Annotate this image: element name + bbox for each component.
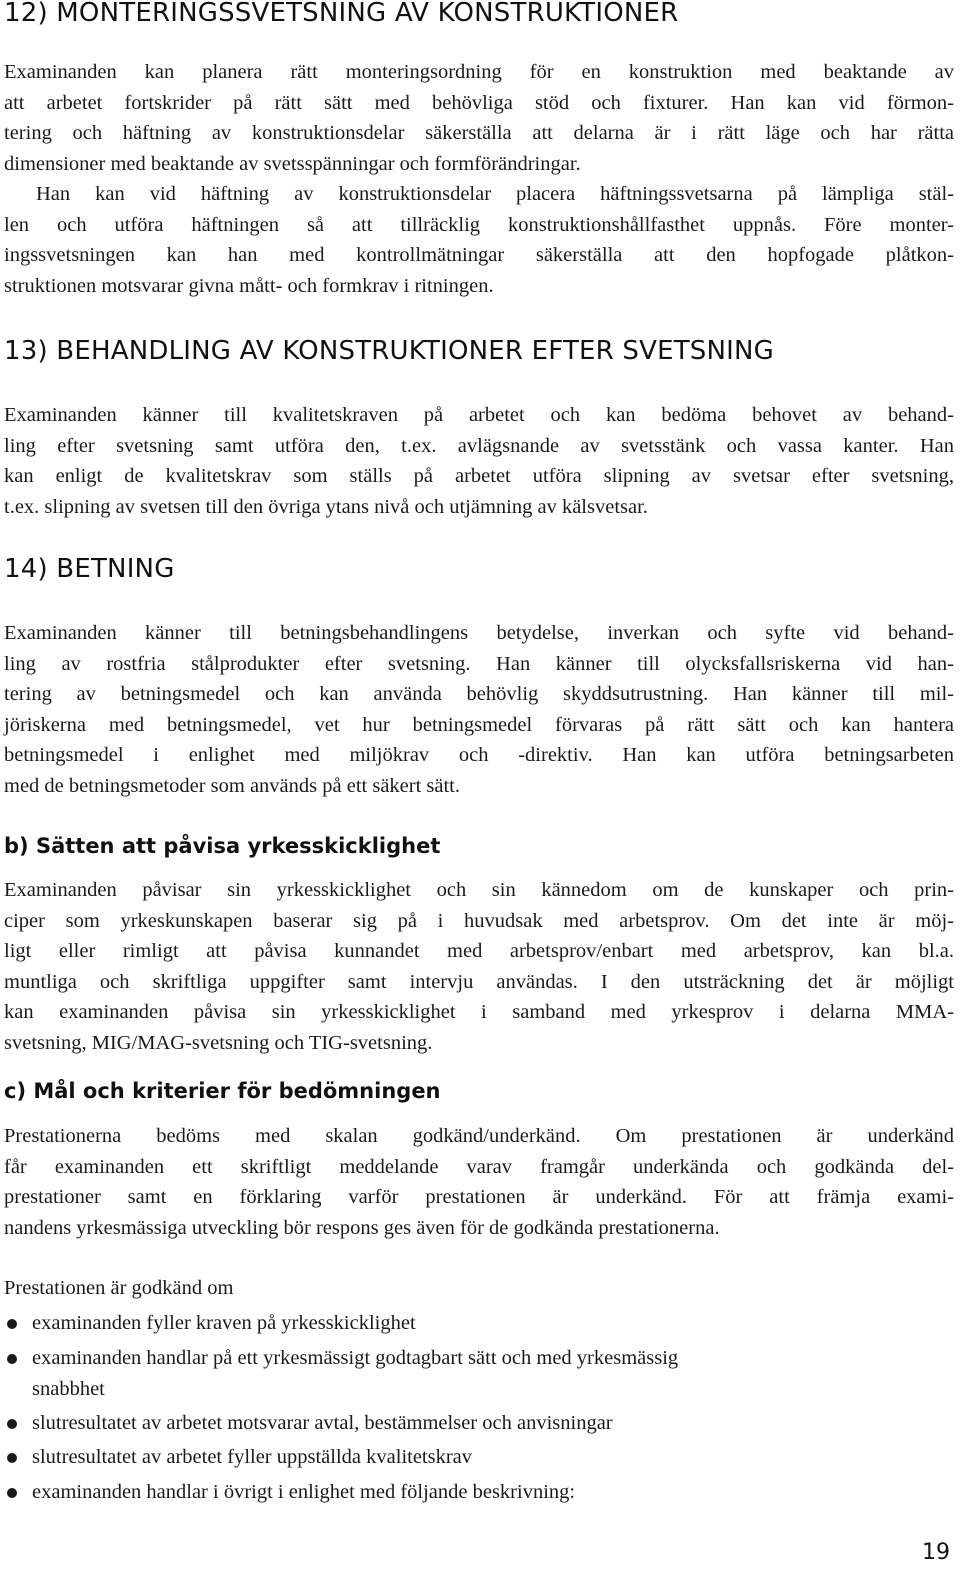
list-item-text: slutresultatet av arbetet motsvarar avtal, bestämmelser och anvisningar — [32, 1412, 613, 1434]
list-item — [4, 1343, 954, 1404]
text-line: tering av betningsmedel och kan använda behövlig skyddsutrustning. Han känner till mil- — [4, 683, 954, 705]
text-line: med de betningsmetoder som används på ett säkert sätt. — [4, 774, 461, 797]
section-c-paragraph — [4, 1121, 954, 1243]
list-item — [4, 1477, 954, 1508]
bullet-icon — [7, 1319, 17, 1329]
text-line: ligt eller rimligt att påvisa kunnandet med arbetsprov/enbart med arbetsprov, kan bl.a. — [4, 940, 954, 962]
text-line: Prestationen är godkänd om — [4, 1277, 234, 1299]
list-item-text: slutresultatet av arbetet fyller uppställda kvalitetskrav — [32, 1446, 473, 1468]
list-item — [4, 1308, 954, 1339]
section-14-paragraph — [4, 618, 954, 801]
section-12-heading: 12) MONTERINGSSVETSNING AV KONSTRUKTIONER — [4, 0, 679, 28]
text-line: dimensioner med beaktande av svetsspänningar och formförändringar. — [4, 152, 581, 175]
list-item — [4, 1442, 954, 1473]
section-c-heading: c) Mål och kriterier för bedömningen — [4, 1079, 441, 1103]
text-line: ingssvetsningen kan han med kontrollmätningar säkerställa att den hopfogade plåtkon- — [4, 244, 954, 266]
criteria-intro — [4, 1273, 954, 1304]
text-line: kan enligt de kvalitetskrav som ställs på arbetet utföra slipning av svetsar efter svetsning, — [4, 465, 954, 487]
text-line: nandens yrkesmässiga utveckling bör respons ges även för de godkända prestationerna. — [4, 1216, 720, 1239]
section-13-paragraph — [4, 400, 954, 522]
bullet-icon — [7, 1354, 17, 1364]
text-line: Examinanden kan planera rätt monteringsordning för en konstruktion med beaktande av — [4, 61, 954, 83]
bullet-icon — [7, 1488, 17, 1498]
text-line: jöriskerna med betningsmedel, vet hur betningsmedel förvaras på rätt sätt och kan hantera — [4, 713, 954, 736]
text-line: Examinanden känner till kvalitetskraven på arbetet och kan bedöma behovet av behand- — [4, 404, 954, 426]
text-line: Examinanden påvisar sin yrkesskicklighet och sin kännedom om de kunskaper och prin- — [4, 879, 954, 901]
text-line: prestationer samt en förklaring varför prestationen är underkänd. För att främja exami- — [4, 1186, 954, 1208]
text-line: Prestationerna bedöms med skalan godkänd/underkänd. Om prestationen är underkänd — [4, 1125, 954, 1147]
text-line: Examinanden känner till betningsbehandlingens betydelse, inverkan och syfte vid behand- — [4, 622, 954, 644]
list-item-text: examinanden handlar på ett yrkesmässigt godtagbart sätt och med yrkesmässig — [32, 1347, 679, 1369]
list-item — [4, 1408, 954, 1439]
text-line: att arbetet fortskrider på rätt sätt med behövliga stöd och fixturer. Han kan vid förmon- — [4, 91, 954, 114]
text-line: t.ex. slipning av svetsen till den övriga ytans nivå och utjämning av kälsvetsar. — [4, 495, 648, 518]
text-line: ciper som yrkeskunskapen baserar sig på i huvudsak med arbetsprov. Om det inte är möj- — [4, 909, 954, 932]
text-line: ling efter svetsning samt utföra den, t.ex. avlägsnande av svetsstänk och vassa kanter. Han — [4, 434, 954, 457]
section-13-heading: 13) BEHANDLING AV KONSTRUKTIONER EFTER SVETSNING — [4, 336, 775, 366]
text-line: Han kan vid häftning av konstruktionsdelar placera häftningssvetsarna på lämpliga stäl- — [36, 183, 954, 205]
text-line: ling av rostfria stålprodukter efter svetsning. Han känner till olycksfallsriskerna vid han- — [4, 652, 954, 675]
text-line: betningsmedel i enlighet med miljökrav och -direktiv. Han kan utföra betningsarbeten — [4, 744, 954, 766]
section-b-paragraph — [4, 875, 954, 1058]
bullet-icon — [7, 1419, 17, 1429]
text-line: kan examinanden påvisa sin yrkesskicklighet i samband med yrkesprov i delarna MMA- — [4, 1001, 954, 1023]
text-line: struktionen motsvarar givna mått- och formkrav i ritningen. — [4, 274, 494, 297]
page-number: 19 — [922, 1540, 950, 1565]
text-line: får examinanden ett skriftligt meddelande varav framgår underkända och godkända del- — [4, 1155, 954, 1178]
section-b-heading: b) Sätten att påvisa yrkesskicklighet — [4, 834, 441, 858]
text-line: tering och häftning av konstruktionsdelar säkerställa att delarna är i rätt läge och har rätta — [4, 122, 954, 144]
list-item-text: examinanden fyller kraven på yrkesskicklighet — [32, 1312, 416, 1334]
list-item-text: snabbhet — [32, 1377, 105, 1400]
list-item-text: examinanden handlar i övrigt i enlighet med följande beskrivning: — [32, 1481, 576, 1503]
text-line: svetsning, MIG/MAG-svetsning och TIG-svetsning. — [4, 1031, 433, 1054]
text-line: len och utföra häftningen så att tillräcklig konstruktionshållfasthet uppnås. Före monter- — [4, 213, 954, 236]
bullet-icon — [7, 1453, 17, 1463]
section-14-heading: 14) BETNING — [4, 554, 175, 584]
section-12-paragraph — [4, 57, 954, 301]
text-line: muntliga och skriftliga uppgifter samt intervju användas. I den utsträckning det är möjligt — [4, 970, 954, 993]
